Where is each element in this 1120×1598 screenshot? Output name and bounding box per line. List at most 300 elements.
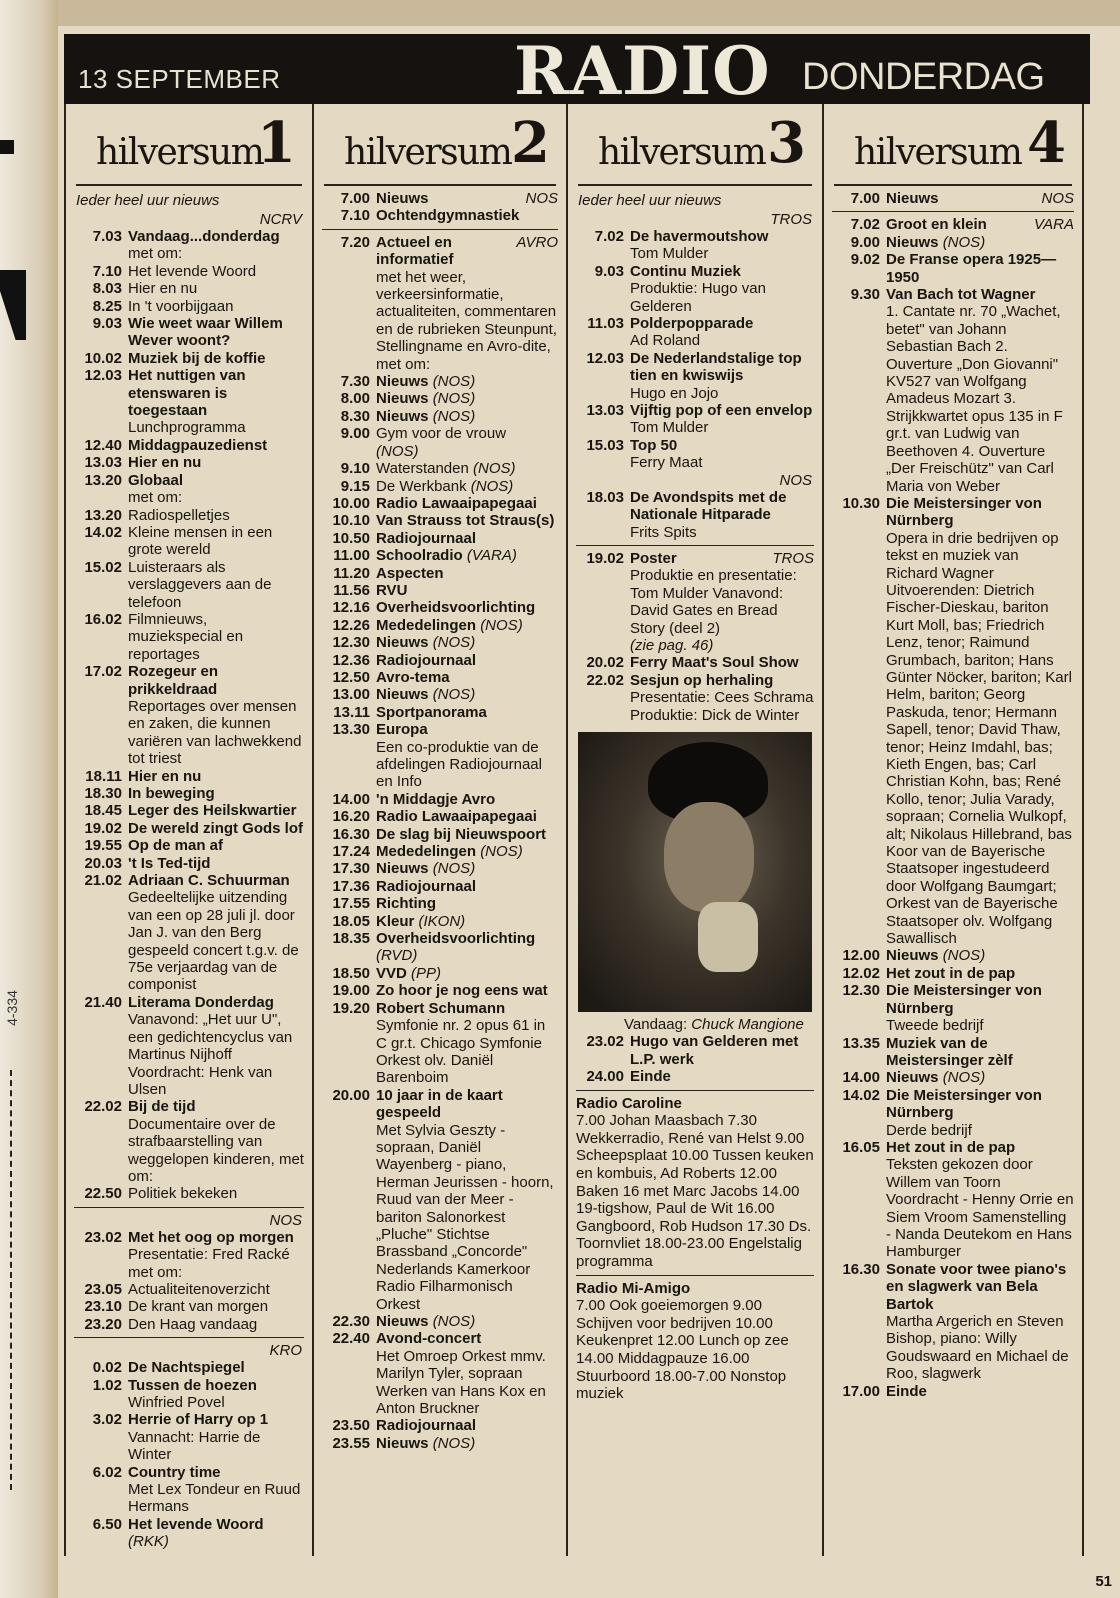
program-time: 11.56 — [333, 581, 370, 599]
photo-caption — [624, 1016, 814, 1033]
program-time: 7.03 — [92, 228, 122, 245]
program-entry — [322, 390, 558, 407]
program-entry — [322, 652, 558, 669]
program-entry — [74, 1464, 304, 1516]
program-title: Poster — [630, 549, 677, 567]
program-entry — [74, 802, 304, 819]
program-body — [376, 565, 558, 582]
program-entry — [322, 373, 558, 390]
program-time: 1.02 — [92, 1376, 122, 1394]
program-title: Kleur — [376, 912, 415, 930]
program-title: Hugo van Gelderen met L.P. werk — [630, 1033, 799, 1068]
program-body — [376, 1417, 558, 1434]
network-label: AVRO — [516, 233, 558, 251]
program-entry — [74, 872, 304, 994]
program-body — [376, 634, 558, 651]
radio-mi-amigo-block — [576, 1280, 814, 1403]
program-description: Vanavond: „Het uur U", een gedichtencyclus van Martinus Nijhoff Voordracht: Henk van Ulsen — [128, 1011, 293, 1098]
program-time: 16.30 — [842, 1260, 880, 1278]
station-name: hilversum — [854, 132, 1022, 173]
program-description: Derde bedrijf — [886, 1121, 972, 1139]
program-time: 13.03 — [84, 454, 122, 472]
network-label: (NOS) — [432, 407, 476, 425]
program-entry — [322, 826, 558, 843]
program-description: Het levende Woord — [128, 262, 257, 280]
left-margin-strip — [0, 0, 58, 1598]
program-description: Filmnieuws, muziekspecial en reportages — [128, 610, 244, 663]
program-entry — [74, 1229, 304, 1281]
network-label: (NOS) — [942, 233, 986, 251]
program-entry — [322, 547, 558, 564]
program-body — [128, 994, 304, 1098]
network-label: (NOS) — [473, 460, 516, 478]
program-time: 19.00 — [332, 982, 370, 1000]
program-body — [128, 855, 304, 872]
program-entry — [74, 454, 304, 471]
program-time: 19.55 — [84, 837, 122, 855]
program-body — [376, 478, 558, 495]
program-entry — [322, 878, 558, 895]
program-body — [128, 1229, 304, 1281]
program-body — [128, 315, 304, 350]
program-title: Die Meistersinger von Nürnberg — [886, 494, 1042, 530]
program-entry — [576, 672, 814, 724]
program-body — [376, 190, 558, 207]
network-label: (NOS) — [376, 442, 419, 460]
program-time: 12.50 — [332, 668, 370, 686]
program-time: 21.02 — [84, 872, 122, 890]
program-body — [886, 947, 1074, 964]
network-label: NCRV — [259, 211, 302, 228]
program-title: Nieuws — [376, 860, 429, 878]
program-title: Einde — [886, 1382, 927, 1400]
program-time: 7.10 — [340, 207, 370, 225]
program-title: Adriaan C. Schuurman — [128, 872, 290, 890]
program-body — [886, 1139, 1074, 1261]
program-time: 13.30 — [332, 721, 370, 739]
program-entry — [74, 263, 304, 280]
program-title: Nieuws — [376, 1434, 429, 1452]
program-time: 23.05 — [84, 1280, 122, 1298]
program-time: 12.03 — [586, 349, 624, 367]
program-description: Met Lex Tondeur en Ruud Hermans — [128, 1481, 301, 1516]
program-body — [128, 1377, 304, 1412]
program-entry — [322, 634, 558, 651]
program-title: Groot en klein — [886, 216, 987, 234]
program-entry — [832, 1139, 1074, 1261]
program-entry — [322, 512, 558, 529]
program-body — [128, 367, 304, 437]
program-entry — [74, 785, 304, 802]
program-time: 18.45 — [84, 802, 122, 820]
program-description: Radiospelletjes — [128, 506, 230, 524]
program-body — [128, 454, 304, 471]
program-entry — [322, 704, 558, 721]
program-title: Einde — [630, 1068, 671, 1086]
program-title: Richting — [376, 895, 436, 913]
caption-name: Chuck Mangione — [691, 1015, 804, 1033]
radio-caroline-block — [576, 1095, 814, 1271]
program-time: 12.16 — [332, 599, 370, 617]
program-title: Nieuws — [886, 947, 939, 965]
program-body — [128, 768, 304, 785]
program-entry — [322, 1435, 558, 1452]
program-time: 23.20 — [84, 1315, 122, 1333]
artist-photo — [578, 732, 812, 1012]
program-time: 17.24 — [332, 843, 370, 861]
photo-face — [664, 802, 754, 912]
program-body — [376, 878, 558, 895]
program-body — [630, 489, 814, 541]
network-label: (VARA) — [466, 547, 517, 565]
program-time: 12.30 — [842, 982, 880, 1000]
program-time: 18.03 — [586, 488, 624, 506]
program-time: 22.50 — [84, 1185, 122, 1203]
program-time: 23.02 — [586, 1033, 624, 1051]
program-entry — [832, 1069, 1074, 1086]
program-title: Top 50 — [630, 436, 678, 454]
program-title: Radio Lawaaipapegaai — [376, 808, 537, 826]
network-label: (NOS) — [432, 1313, 476, 1330]
header-date: 13 SEPTEMBER — [78, 64, 281, 94]
program-body — [128, 785, 304, 802]
program-title: Het nuttigen van etenswaren is toegestaan — [128, 367, 246, 420]
header-day: DONDERDAG — [802, 56, 1045, 98]
program-body — [376, 652, 558, 669]
program-body — [376, 207, 558, 224]
program-entry — [322, 617, 558, 634]
program-time: 9.03 — [92, 315, 122, 333]
column-hilversum-1 — [64, 104, 312, 1556]
program-body — [376, 721, 558, 791]
program-entry — [832, 286, 1074, 495]
program-time: 14.00 — [842, 1069, 880, 1087]
program-body — [886, 965, 1074, 982]
program-entry — [576, 263, 814, 315]
program-title: Europa — [376, 721, 428, 739]
program-time: 10.02 — [84, 349, 122, 367]
program-body — [128, 1516, 304, 1551]
program-entry — [832, 1087, 1074, 1139]
program-body — [376, 1087, 558, 1313]
program-description: Teksten gekozen door Willem van Toorn Voordracht - Henny Orrie en Siem Vroom Samenstelling - Nanda Deutekom en Hans Hamburger — [886, 1156, 1074, 1261]
program-body — [128, 1298, 304, 1315]
program-description: Tweede bedrijf — [886, 1017, 984, 1035]
program-description: Den Haag vandaag — [128, 1315, 258, 1333]
radio-caroline-title: Radio Caroline — [576, 1094, 682, 1112]
program-description: Politiek bekeken — [128, 1185, 238, 1203]
program-description: Martha Argerich en Steven Bishop, piano: Willy Goudswaard en Michael de Roo, slagwerk — [886, 1313, 1069, 1383]
section-divider — [322, 229, 558, 230]
program-entry — [576, 402, 814, 437]
program-time: 18.05 — [332, 912, 370, 930]
caption-prefix: Vandaag: — [624, 1015, 688, 1033]
program-entry — [322, 669, 558, 686]
program-entry — [832, 1383, 1074, 1400]
program-body — [128, 507, 304, 524]
network-label: (NOS) — [432, 860, 476, 878]
program-entry — [832, 234, 1074, 251]
program-title: 10 jaar in de kaart gespeeld — [376, 1086, 503, 1122]
program-entry — [74, 1098, 304, 1185]
network-label: (RVD) — [376, 947, 418, 965]
program-title: Globaal — [128, 471, 184, 489]
program-title: Die Meistersinger von Nürnberg — [886, 1086, 1042, 1122]
program-time: 14.02 — [842, 1086, 880, 1104]
program-body — [886, 251, 1074, 286]
program-entry — [576, 654, 814, 671]
program-description: met om: — [128, 245, 183, 263]
program-title: Het levende Woord — [128, 1515, 264, 1533]
program-entry — [74, 472, 304, 507]
program-time: 9.15 — [340, 477, 370, 495]
program-body — [630, 350, 814, 402]
program-title: Nieuws — [376, 373, 429, 391]
program-title: Nieuws — [376, 407, 429, 425]
station-header — [834, 104, 1072, 186]
program-time: 7.20 — [340, 233, 370, 251]
program-title: Zo hoor je nog eens wat — [376, 982, 548, 1000]
program-title: De havermoutshow — [630, 228, 769, 245]
program-time: 8.03 — [92, 280, 122, 298]
program-title: Nieuws — [886, 1069, 939, 1087]
program-body — [128, 872, 304, 994]
program-description: Presentatie: Fred Racké met om: — [128, 1246, 290, 1281]
station-header — [76, 104, 302, 186]
program-time: 22.02 — [84, 1098, 122, 1116]
program-entry — [322, 860, 558, 877]
program-entry — [832, 1261, 1074, 1383]
program-time: 23.50 — [332, 1417, 370, 1435]
program-body — [376, 495, 558, 512]
program-body — [886, 1069, 1074, 1086]
program-time: 10.30 — [842, 494, 880, 512]
program-body — [128, 1359, 304, 1376]
program-title: De Avondspits met de Nationale Hitparade — [630, 488, 787, 524]
program-title: Nieuws — [886, 190, 939, 207]
program-title: Literama Donderdag — [128, 993, 274, 1011]
program-time: 12.02 — [842, 964, 880, 982]
program-title: Continu Muziek — [630, 262, 741, 280]
program-time: 10.50 — [332, 529, 370, 547]
program-time: 23.55 — [332, 1434, 370, 1452]
program-time: 7.30 — [340, 373, 370, 391]
program-description: Opera in drie bedrijven op tekst en muziek van Richard Wagner Uitvoerenden: Dietrich Fischer-Dieskau, bariton Kurt Moll, bas; Friedrich Lenz, tenor; Raimund Grumbach, bariton; Hans Günter Nöcker, bariton; Karl Helm, bariton; Georg Paskuda, tenor; Hermann Sapell, tenor; David Thaw, tenor; Heinz Imdahl, bas; Kieth Engen, bas; Carl Christian Kohn, bas; René Kollo, tenor; Julia Varady, sopraan; Cornelia Wulkopf, alt; Nikolaus Hillebrand, bas Koor van de Bayerische Staatsoper ingestudeerd door Wolfgang Baumgart; Orkest van de Bayerische Staatsoper olv. Wolfgang Sawallisch — [886, 529, 1072, 948]
program-title: Radiojournaal — [376, 877, 477, 895]
program-time: 17.55 — [332, 895, 370, 913]
program-time: 7.02 — [850, 216, 880, 234]
program-entry — [322, 791, 558, 808]
program-time: 16.20 — [332, 808, 370, 826]
program-title: Radio Lawaaipapegaai — [376, 494, 537, 512]
program-entry — [74, 820, 304, 837]
program-description: Luisteraars als verslaggevers aan de telefoon — [128, 558, 272, 611]
program-time: 18.30 — [84, 785, 122, 802]
program-description: Lunchprogramma — [128, 419, 246, 437]
program-title: VVD — [376, 964, 407, 982]
cut-line — [0, 1070, 12, 1490]
program-body — [128, 350, 304, 367]
program-time: 16.05 — [842, 1138, 880, 1156]
program-time: 20.00 — [332, 1086, 370, 1104]
program-body — [886, 1087, 1074, 1139]
program-description: Hugo en Jojo — [630, 384, 719, 402]
program-entry — [832, 216, 1074, 233]
program-description: Ferry Maat — [630, 454, 703, 472]
program-title: Wie weet waar Willem Wever woont? — [128, 315, 283, 350]
program-entry — [74, 768, 304, 785]
network-label: (PP) — [411, 964, 442, 982]
program-title: Schoolradio — [376, 547, 463, 565]
program-time: 15.02 — [84, 558, 122, 576]
station-number: 4 — [1027, 110, 1066, 176]
program-title: Die Meistersinger von Nürnberg — [886, 982, 1042, 1017]
network-label: (NOS) — [470, 477, 514, 495]
section-divider — [74, 1337, 304, 1338]
program-time: 19.20 — [332, 999, 370, 1017]
program-entry — [322, 895, 558, 912]
program-title: Het zout in de pap — [886, 1138, 1016, 1156]
program-body — [376, 965, 558, 982]
photo-flugelhorn — [698, 902, 758, 972]
program-body — [376, 895, 558, 912]
program-time: 23.02 — [84, 1228, 122, 1246]
network-label: NOS — [1041, 190, 1074, 207]
program-body — [376, 530, 558, 547]
program-body — [376, 669, 558, 686]
program-title: De Nederlandstalige top tien en kwiswijs — [630, 349, 802, 385]
program-entry — [832, 947, 1074, 964]
program-time: 12.36 — [332, 651, 370, 669]
program-entry — [576, 1033, 814, 1068]
program-time: 7.10 — [92, 262, 122, 280]
program-description: Waterstanden — [376, 460, 469, 478]
program-title: Ochtendgymnastiek — [376, 207, 520, 225]
header-title: RADIO — [514, 32, 771, 110]
program-time: 23.10 — [84, 1298, 122, 1316]
section-divider — [74, 1207, 304, 1208]
program-body — [128, 820, 304, 837]
page-number: 51 — [1095, 1573, 1112, 1590]
program-entry — [576, 350, 814, 402]
program-entry — [576, 489, 814, 541]
program-entry — [322, 913, 558, 930]
program-title: Overheidsvoorlichting — [376, 599, 536, 617]
station-number: 3 — [767, 110, 806, 176]
program-title: De Nachtspiegel — [128, 1359, 245, 1377]
program-body — [886, 1035, 1074, 1070]
radio-mi-amigo-title: Radio Mi-Amigo — [576, 1279, 691, 1297]
station-name: hilversum — [598, 132, 766, 173]
program-entry — [322, 808, 558, 825]
program-entry — [322, 1313, 558, 1330]
program-description: Symfonie nr. 2 opus 61 in C gr.t. Chicago Symfonie Orkest olv. Daniël Barenboim — [376, 1017, 546, 1087]
program-description: Actualiteitenoverzicht — [128, 1280, 270, 1298]
network-label: (NOS) — [432, 686, 476, 704]
program-time: 8.00 — [340, 390, 370, 408]
network-label: KRO — [269, 1342, 302, 1360]
program-time: 8.25 — [92, 297, 122, 315]
program-body — [376, 982, 558, 999]
program-title: Actueel en informatief — [376, 233, 454, 269]
program-time: 8.30 — [340, 407, 370, 425]
program-body — [376, 826, 558, 843]
program-time: 11.20 — [333, 564, 370, 582]
program-body — [376, 791, 558, 808]
program-body — [630, 1033, 814, 1068]
program-description: De krant van morgen — [128, 1298, 269, 1316]
program-body — [630, 315, 814, 350]
program-time: 9.00 — [850, 233, 880, 251]
program-body — [376, 1330, 558, 1417]
program-body — [630, 1068, 814, 1085]
program-body — [886, 216, 1074, 233]
program-time: 9.10 — [340, 460, 370, 478]
program-description: Hier en nu — [128, 280, 198, 298]
program-time: 17.30 — [332, 860, 370, 878]
program-entry — [74, 837, 304, 854]
program-body — [128, 298, 304, 315]
program-time: 7.02 — [594, 228, 624, 245]
program-title: Radiojournaal — [376, 651, 477, 669]
program-title: Herrie of Harry op 1 — [128, 1411, 269, 1429]
page-reference: (zie pag. 46) — [630, 636, 714, 654]
program-entry — [322, 495, 558, 512]
program-title: Nieuws — [376, 686, 429, 704]
program-title: Nieuws — [376, 1313, 429, 1330]
program-body — [376, 460, 558, 477]
program-body — [630, 263, 814, 315]
program-entry — [322, 721, 558, 791]
program-description: Gedeeltelijke uitzending van een op 28 juli jl. door Jan J. van den Berg gespeeld concert t.g.v. de 75e verjaardag van de componist — [128, 889, 299, 994]
program-time: 9.02 — [850, 251, 880, 269]
program-description: met het weer, verkeersinformatie, actualiteiten, commentaren en de rubrieken Steunpunt, Stellingname en Avro-dite, met om: — [376, 268, 557, 373]
program-entry — [322, 408, 558, 425]
program-description: Reportages over mensen en zaken, die kunnen variëren van lachwekkend tot triest — [128, 697, 302, 768]
program-title: De wereld zingt Gods lof — [128, 819, 304, 837]
program-body — [376, 390, 558, 407]
program-entry — [74, 1298, 304, 1315]
program-description: 1. Cantate nr. 70 „Wachet, betet" van Johann Sebastian Bach 2. Ouverture „Don Giovanni" KV527 van Wolfgang Amadeus Mozart 3. Strijkkwartet opus 135 in F gr.t. van Ludwig van Beethoven 4. Ouverture „Der Freischütz" van Carl Maria von Weber — [886, 303, 1063, 495]
station-number: 1 — [257, 110, 296, 176]
program-title: Sportpanorama — [376, 703, 487, 721]
program-title: Hier en nu — [128, 454, 202, 472]
program-description: Produktie en presentatie: Tom Mulder Vanavond: David Gates en Bread Story (deel 2) — [630, 567, 797, 637]
program-entry — [322, 965, 558, 982]
program-description: Een co-produktie van de afdelingen Radiojournaal en Info — [376, 738, 542, 791]
program-time: 9.03 — [594, 262, 624, 280]
program-entry — [322, 1330, 558, 1417]
program-entry — [832, 1035, 1074, 1070]
program-entry — [322, 460, 558, 477]
program-time: 12.03 — [84, 367, 122, 385]
program-title: 't Is Ted-tijd — [128, 854, 211, 872]
program-entry — [322, 565, 558, 582]
program-body — [630, 402, 814, 437]
program-title: Rozegeur en prikkeldraad — [128, 663, 219, 698]
program-entry — [576, 1068, 814, 1085]
program-time: 13.20 — [84, 471, 122, 489]
program-entry — [322, 207, 558, 224]
program-time: 24.00 — [586, 1068, 624, 1086]
program-entry — [322, 686, 558, 703]
program-body — [376, 686, 558, 703]
program-body — [376, 512, 558, 529]
program-description: In 't voorbijgaan — [128, 297, 234, 315]
page-header — [64, 32, 1090, 110]
program-entry — [322, 478, 558, 495]
network-label: NOS — [525, 190, 558, 207]
